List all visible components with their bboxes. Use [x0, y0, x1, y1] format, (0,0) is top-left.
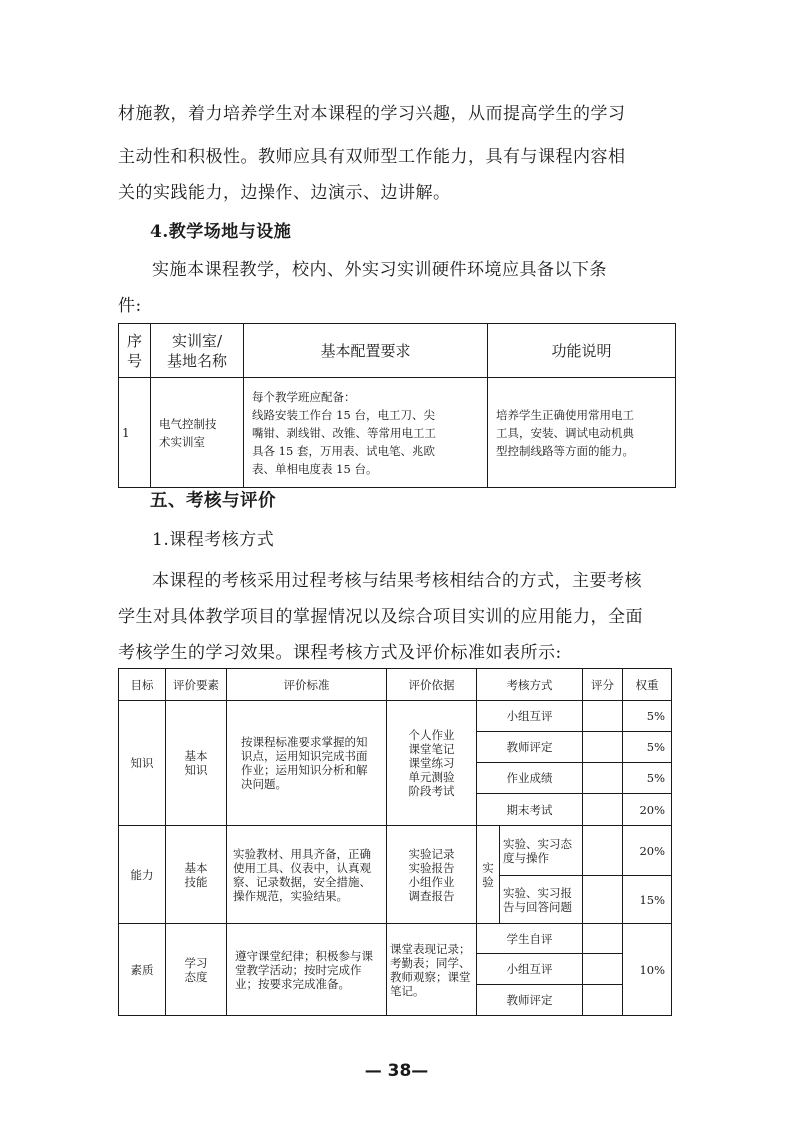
- basis-line: 单元测验: [408, 770, 455, 784]
- assessment-table: [118, 668, 672, 1016]
- basis-line: 课堂笔记: [408, 742, 455, 756]
- header-target: 目标: [119, 669, 166, 701]
- row-no: 1: [119, 378, 151, 488]
- header-config: 基本配置要求: [244, 324, 488, 378]
- method-cell: 小组互评: [477, 701, 583, 732]
- facility-table: [118, 323, 676, 488]
- header-no-line: 序: [126, 331, 142, 350]
- header-weight: 权重: [623, 669, 672, 701]
- header-element: 评价要素: [166, 669, 227, 701]
- function-line: 工具，安装、调试电动机典: [496, 425, 634, 440]
- score-cell: [583, 985, 623, 1016]
- weight-cell: 20%: [623, 794, 672, 826]
- knowledge-target: 知识: [119, 701, 166, 826]
- knowledge-basis: [387, 701, 477, 826]
- paragraph-line: 关的实践能力，边操作、边演示、边讲解。: [118, 183, 451, 203]
- row-config: [244, 378, 488, 488]
- method-cell: 作业成绩: [477, 763, 583, 794]
- basis-line: 实验报告: [408, 860, 455, 875]
- score-cell: [583, 826, 623, 876]
- row-function: [488, 378, 676, 488]
- subsection-heading: 1.课程考核方式: [152, 530, 275, 550]
- ability-group: 实验: [477, 826, 500, 924]
- score-cell: [583, 876, 623, 924]
- method-cell: 学生自评: [477, 924, 583, 954]
- method-cell: 教师评定: [477, 732, 583, 763]
- basis-line: 实验记录: [408, 846, 455, 861]
- knowledge-element: 基本知识: [166, 701, 227, 826]
- paragraph-line: 考核学生的学习效果。课程考核方式及评价标准如表所示:: [118, 643, 562, 663]
- paragraph-line: 材施教，着力培养学生对本课程的学习兴趣，从而提高学生的学习: [118, 104, 626, 124]
- quality-standard: 遵守课堂纪律；积极参与课堂教学活动；按时完成作业；按要求完成准备。: [227, 924, 387, 1016]
- score-cell: [583, 701, 623, 732]
- header-method: 考核方式: [477, 669, 583, 701]
- quality-basis: 课堂表现记录；考勤表；同学、教师观察；课堂笔记。: [387, 924, 477, 1016]
- quality-element: 学习态度: [166, 924, 227, 1016]
- score-cell: [583, 763, 623, 794]
- knowledge-standard: 按课程标准要求掌握的知识点，运用知识完成书面作业；运用知识分析和解决问题。: [227, 701, 387, 826]
- paragraph-line: 件:: [118, 296, 142, 316]
- quality-target: 素质: [119, 924, 166, 1016]
- weight-cell: 5%: [623, 732, 672, 763]
- score-cell: [583, 924, 623, 954]
- weight-cell: 20%: [623, 826, 672, 876]
- ability-element: 基本技能: [166, 826, 227, 924]
- basis-line: 小组作业: [408, 874, 455, 889]
- config-line: 嘴钳、剥线钳、改锥、等常用电工工: [252, 425, 436, 440]
- weight-cell: 5%: [623, 763, 672, 794]
- row-name: [151, 378, 244, 488]
- header-standard: 评价标准: [227, 669, 387, 701]
- weight-cell: 15%: [623, 876, 672, 924]
- row-name-line: 电气控制技: [159, 416, 217, 431]
- config-line: 每个教学班应配备：: [252, 389, 356, 404]
- page-number: — 38—: [364, 1061, 429, 1081]
- score-cell: [583, 954, 623, 985]
- basis-line: 调查报告: [408, 888, 455, 903]
- paragraph-line: 主动性和积极性。教师应具有双师型工作能力，具有与课程内容相: [118, 147, 626, 167]
- weight-cell: 10%: [623, 924, 672, 1016]
- score-cell: [583, 794, 623, 826]
- section-heading: 4.教学场地与设施: [150, 222, 292, 242]
- ability-target: 能力: [119, 826, 166, 924]
- header-function: 功能说明: [488, 324, 676, 378]
- config-line: 表、单相电度表 15 台。: [252, 461, 378, 476]
- row-name-line: 术实训室: [159, 434, 205, 449]
- paragraph-line: 实施本课程教学，校内、外实习实训硬件环境应具备以下条: [152, 260, 607, 280]
- header-basis: 评价依据: [387, 669, 477, 701]
- header-name: [151, 324, 244, 378]
- header-name-line: 基地名称: [166, 351, 227, 370]
- ability-basis: [387, 826, 477, 924]
- score-cell: [583, 732, 623, 763]
- basis-line: 课堂练习: [408, 756, 455, 770]
- header-no: [119, 324, 151, 378]
- paragraph-line: 本课程的考核采用过程考核与结果考核相结合的方式，主要考核: [152, 571, 642, 591]
- ability-standard: 实验教材、用具齐备，正确使用工具、仪表中，认真观察、记录数据，安全措施、操作规范，实验结果。: [227, 826, 387, 924]
- header-name-line: 实训室/: [171, 331, 223, 350]
- method-cell: 实验、实习报告与回答问题: [500, 876, 583, 924]
- basis-line: 个人作业: [408, 728, 455, 742]
- basis-line: 阶段考试: [408, 784, 455, 798]
- config-line: 线路安装工作台 15 台，电工刀、尖: [252, 407, 435, 422]
- config-line: 具各 15 套，万用表、试电笔、兆欧: [252, 443, 435, 458]
- paragraph-line: 学生对具体教学项目的掌握情况以及综合项目实训的应用能力，全面: [118, 607, 643, 627]
- function-line: 培养学生正确使用常用电工: [496, 407, 634, 422]
- header-no-line: 号: [126, 351, 142, 370]
- section-heading: 五、考核与评价: [150, 491, 276, 511]
- method-cell: 期末考试: [477, 794, 583, 826]
- weight-cell: 5%: [623, 701, 672, 732]
- method-cell: 小组互评: [477, 954, 583, 985]
- method-cell: 教师评定: [477, 985, 583, 1016]
- header-score: 评分: [583, 669, 623, 701]
- method-cell: 实验、实习态度与操作: [500, 826, 583, 876]
- function-line: 型控制线路等方面的能力。: [496, 443, 634, 458]
